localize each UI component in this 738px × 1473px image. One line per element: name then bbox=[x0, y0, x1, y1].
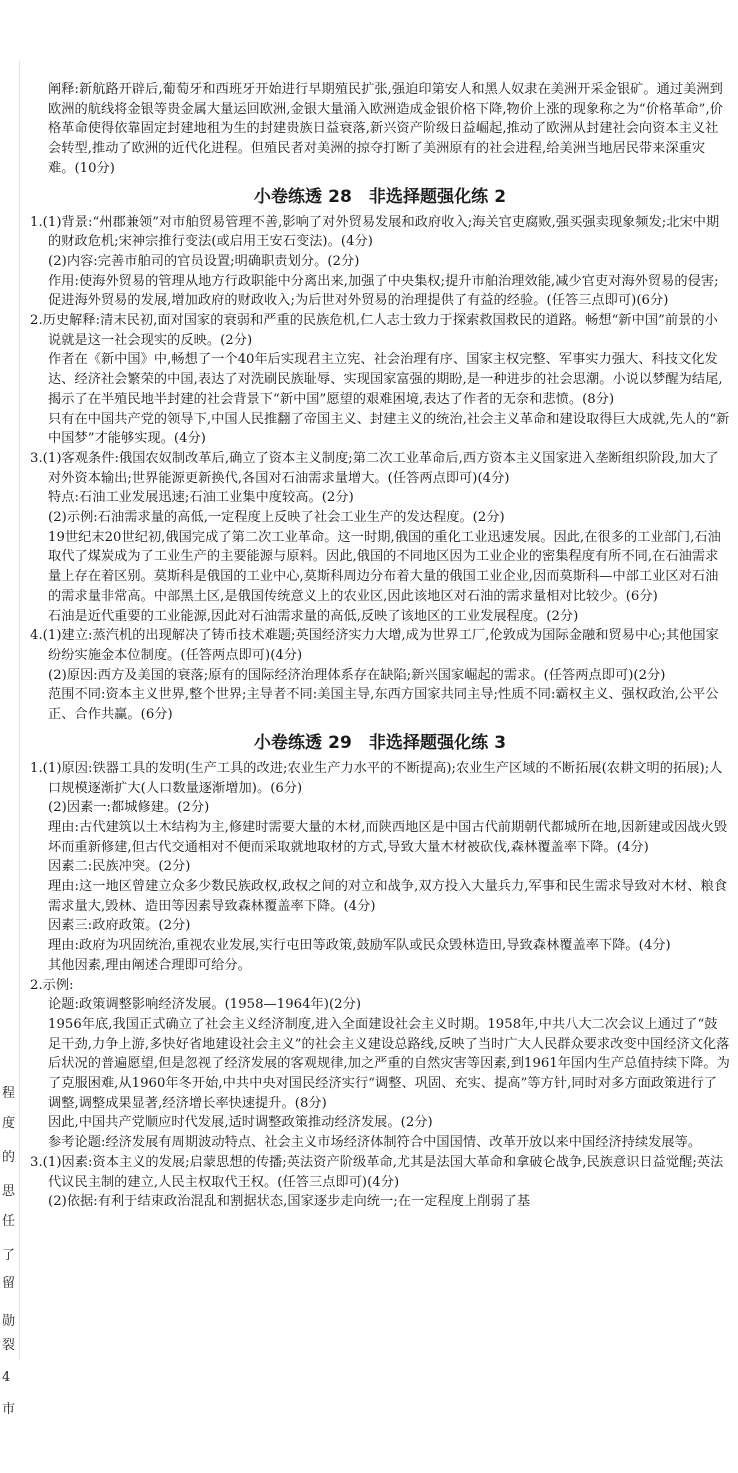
left-margin-fragments bbox=[2, 0, 18, 1473]
intro-paragraph: 阐释:新航路开辟后,葡萄牙和西班牙开始进行早期殖民扩张,强迫印第安人和黑人奴隶在美洲开采金银矿。通过美洲到欧洲的航线将金银等贵金属大量运回欧洲,金银大量涌入欧洲造成金银价格下降,物价上涨的现象称之为“价格革命”,价格革命使得依靠固定封建地租为生的封建贵族日益衰落,新兴资产阶级日益崛起,推动了欧洲从封建社会向资本主义社会转型,推动了欧洲的近代化进程。但殖民者对美洲的掠夺打断了美洲原有的社会进程,给美洲当地居民带来深重灾难。(10分) bbox=[48, 82, 723, 176]
margin-fragment: 勋 bbox=[2, 1314, 16, 1329]
margin-fragment: 的 bbox=[2, 1150, 16, 1165]
answer-paragraph: 论题:政策调整影响经济发展。(1958—1964年)(2分) bbox=[48, 997, 362, 1013]
answer-paragraph: 其他因素,理由阐述合理即可给分。 bbox=[48, 957, 251, 973]
margin-fragment: 4 bbox=[2, 1370, 11, 1385]
answer-paragraph: (2)因素一:都城修建。(2分) bbox=[48, 800, 210, 816]
question-answer: 2.示例: bbox=[30, 977, 74, 993]
question-answer: 4.(1)建立:蒸汽机的出现解决了铸币技术难题;英国经济实力大增,成为世界工厂,伦敦成为国际金融和贸易中心;其他国家纷纷实施金本位制度。(任答两点即可)(4分) bbox=[30, 628, 719, 663]
answer-paragraph: 范围不同:资本主义世界,整个世界;主导者不同:美国主导,东西方国家共同主导;性质不同:霸权主义、强权政治,公平公正、合作共赢。(6分) bbox=[48, 687, 719, 723]
section-title: 小卷练透 29 非选择题强化练 3 bbox=[253, 732, 507, 753]
question-answer: 1.(1)原因:铁器工具的发明(生产工具的改进;农业生产力水平的不断提高);农业生产区域的不断拓展(农耕文明的拓展);人口规模逐渐扩大(人口数量逐渐增加)。(6分) bbox=[30, 760, 723, 796]
question-answer: 3.(1)客观条件:俄国农奴制改革后,确立了资本主义制度;第二次工业革命后,西方资本主义国家进入垄断组织阶段,加大了对外资本输出;世界能源更新换代,各国对石油需求量增大。(任答两点即可)(4分) bbox=[30, 450, 719, 486]
margin-fragment: 留 bbox=[2, 1276, 16, 1291]
answer-content bbox=[30, 80, 730, 1212]
answer-paragraph: 特点:石油工业发展迅速;石油工业集中度较高。(2分) bbox=[48, 490, 354, 506]
section-title: 小卷练透 28 非选择题强化练 2 bbox=[253, 186, 507, 207]
answer-paragraph: 作用:使海外贸易的管理从地方行政职能中分离出来,加强了中央集权;提升市舶治理效能,减少官吏对海外贸易的侵害;促进海外贸易的发展,增加政府的财政收入;为后世对外贸易的治理提供了有益的经验。(任答三点即可)(6分) bbox=[48, 273, 719, 309]
question-answer: 1.(1)背景:“州郡兼领”对市舶贸易管理不善,影响了对外贸易发展和政府收入;海关官吏腐败,强买强卖现象频发;北宋中期的财政危机;宋神宗推行变法(或启用王安石变法)。(4分) bbox=[30, 214, 720, 250]
answer-paragraph: 19世纪末20世纪初,俄国完成了第二次工业革命。这一时期,俄国的重化工业迅速发展。因此,在很多的工业部门,石油取代了煤炭成为了工业生产的主要能源与原料。因此,俄国的不同地区因为工业企业的密集程度有所不同,在石油需求量上存在着区别。莫斯科是俄国的工业中心,莫斯科周边分布着大量的俄国工业企业,因而莫斯科—中部工业区对石油的需求量非常高。中部黑土区,是俄国传统意义上的农业区,因此该地区对石油的需求量相对比较少。(6分) bbox=[48, 529, 721, 604]
answer-paragraph: 理由:古代建筑以土木结构为主,修建时需要大量的木材,而陕西地区是中国古代前期朝代都城所在地,因新建或因战火毁坏而重新修建,但古代交通相对不便而采取就地取材的方式,导致大量木材被砍伐,森林覆盖率下降。(4分) bbox=[48, 819, 728, 855]
answer-paragraph: (2)依据:有利于结束政治混乱和割据状态,国家逐步走向统一;在一定程度上削弱了基 bbox=[48, 1194, 531, 1210]
answer-paragraph: 因素三:政府政策。(2分) bbox=[48, 918, 191, 934]
answer-paragraph: (2)示例:石油需求量的高低,一定程度上反映了社会工业生产的发达程度。(2分) bbox=[48, 510, 505, 526]
margin-fragment: 裂 bbox=[2, 1338, 16, 1353]
question-answer: 3.(1)因素:资本主义的发展;启蒙思想的传播;英法资产阶级革命,尤其是法国大革命和拿破仑战争,民族意识日益觉醒;英法代议民主制的建立,人民主权取代王权。(任答三点即可)(4分) bbox=[30, 1154, 724, 1190]
margin-fragment: 度 bbox=[2, 1116, 16, 1131]
answer-paragraph: 因素二:民族冲突。(2分) bbox=[48, 859, 191, 875]
answer-paragraph: 只有在中国共产党的领导下,中国人民推翻了帝国主义、封建主义的统治,社会主义革命和建设取得巨大成就,先人的“新中国梦”才能够实现。(4分) bbox=[48, 411, 730, 447]
question-answer: 2.历史解释:清末民初,面对国家的衰弱和严重的民族危机,仁人志士致力于探索救国救民的道路。畅想“新中国”前景的小说就是这一社会现实的反映。(2分) bbox=[30, 313, 718, 348]
answer-paragraph: 因此,中国共产党顺应时代发展,适时调整政策推动经济发展。(2分) bbox=[48, 1115, 433, 1131]
margin-fragment: 市 bbox=[2, 1402, 16, 1417]
margin-fragment: 任 bbox=[2, 1214, 16, 1229]
answer-paragraph: 1956年底,我国正式确立了社会主义经济制度,进入全面建设社会主义时期。1958年,中共八大二次会议上通过了“鼓足干劲,力争上游,多快好省地建设社会主义”的社会主义建设总路线,反映了当时广大人民群众要求改变中国经济文化落后状况的普遍愿望,但是忽视了经济发展的客观规律,加之严重的自然灾害等因素,到1961年国内生产总值持续下降。为了克服困难,从1960年冬开始,中共中央对国民经济实行“调整、巩固、充实、提高”等方针,同时对多方面政策进行了调整,调整成果显著,经济增长率快速提升。(8分) bbox=[48, 1016, 730, 1111]
margin-fragment: 了 bbox=[2, 1248, 16, 1263]
answer-paragraph: 理由:政府为巩固统治,重视农业发展,实行屯田等政策,鼓励军队或民众毁林造田,导致森林覆盖率下降。(4分) bbox=[48, 938, 671, 954]
margin-fragment: 程 bbox=[2, 1086, 16, 1101]
answer-paragraph: 作者在《新中国》中,畅想了一个40年后实现君主立宪、社会治理有序、国家主权完整、军事实力强大、科技文化发达、经济社会繁荣的中国,表达了对洗刷民族耻辱、实现国家富强的期盼,是一种进步的社会思潮。小说以梦醒为结尾,揭示了在半殖民地半封建的社会背景下“新中国”愿望的艰难困境,表达了作者的无奈和悲愤。(8分) bbox=[48, 352, 723, 407]
answer-paragraph: 石油是近代重要的工业能源,因此对石油需求量的高低,反映了该地区的工业发展程度。(2分) bbox=[48, 608, 579, 624]
sections-container bbox=[30, 185, 730, 1212]
answer-paragraph: 理由:这一地区曾建立众多少数民族政权,政权之间的对立和战争,双方投入大量兵力,军事和民生需求导致对木材、粮食需求量大,毁林、造田等因素导致森林覆盖率下降。(4分) bbox=[48, 879, 728, 914]
margin-fragment: 思 bbox=[2, 1184, 16, 1199]
answer-paragraph: (2)内容:完善市舶司的官员设置;明确职责划分。(2分) bbox=[48, 253, 360, 269]
answer-paragraph: 参考论题:经济发展有周期波动特点、社会主义市场经济体制符合中国国情、改革开放以来中国经济持续发展等。 bbox=[48, 1135, 702, 1151]
margin-divider bbox=[19, 60, 20, 1360]
answer-paragraph: (2)原因:西方及美国的衰落;原有的国际经济治理体系存在缺陷;新兴国家崛起的需求。(任答两点即可)(2分) bbox=[48, 667, 666, 683]
